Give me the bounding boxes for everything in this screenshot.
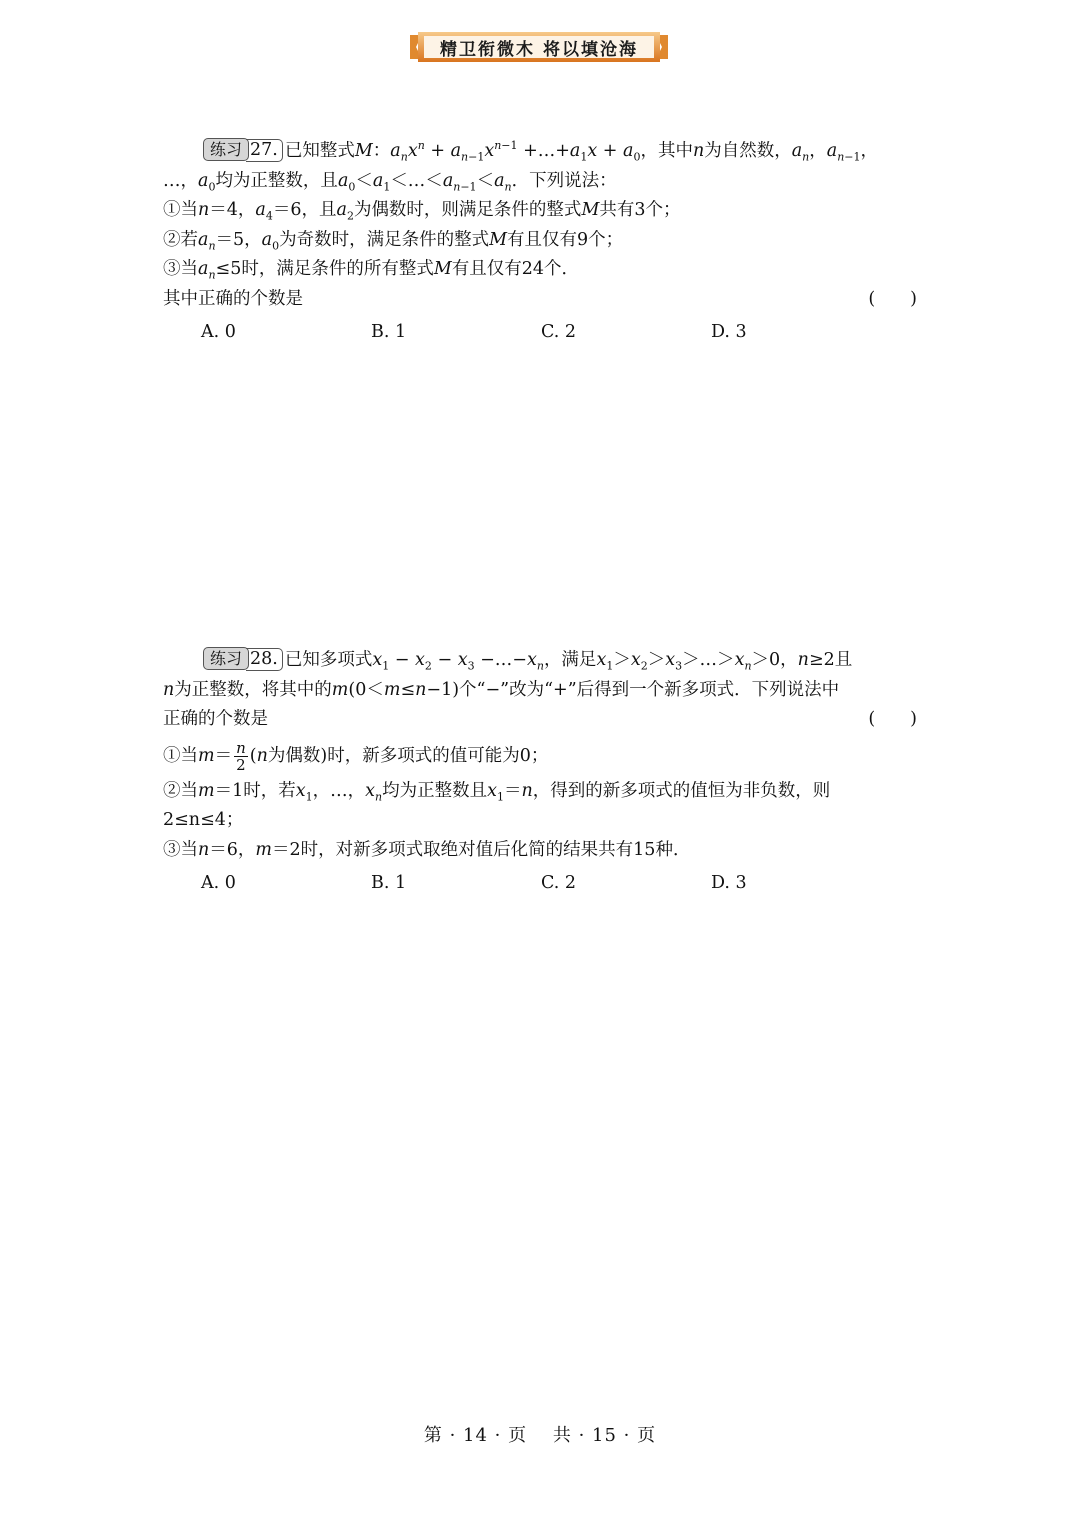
answer-parentheses: ( ) [868,709,917,729]
statement-2-continued: 2≤n≤4； [163,810,244,830]
exercise-tag: 练习 [203,138,249,161]
statement-1: ①当m＝ $\frac{n}{2}$ (n为偶数)时，新多项式的值可能为0； [163,738,549,774]
statement-3: ③当n＝6，m＝2时，对新多项式取绝对值后化简的结果共有15种． [163,839,691,860]
problem-27-line-1: 练习 27. 已知整式M：$a_nx^n + a_{n-1}x^{n-1}$ $+\dots+a_1x + a_0$，其中n为自然数，$a_n$，$a_{n-1}$， [163,137,923,167]
option-b[interactable]: B. 1 [371,873,407,893]
option-c[interactable]: C. 2 [541,873,577,893]
answer-options [163,318,923,348]
option-d[interactable]: D. 3 [711,322,747,342]
problem-28 [163,646,923,899]
option-c[interactable]: C. 2 [541,322,577,342]
question-line: 其中正确的个数是 ( ) [163,285,923,315]
problem-27 [163,137,923,348]
problem-28-line-2: n为正整数，将其中的m(0＜m≤n−1)个“−”改为“+”后得到一个新多项式．下列说法中 [163,679,840,700]
page-footer: 第 · 14 · 页 共 · 15 · 页 [423,1425,657,1446]
problem-27-line-2: …，$a_0$均为正整数，且$a_0<a_1<\dots<a_{n-1}<a_n$．下列说法： [163,170,617,193]
option-d[interactable]: D. 3 [711,873,747,893]
header-banner [410,31,668,63]
exercise-number: 28. [246,648,283,671]
statement-2: ②若$a_n=5$，$a_0$为奇数时，满足条件的整式M有且仅有9个； [163,229,624,252]
option-a[interactable]: A. 0 [201,322,236,342]
question-line: 正确的个数是 ( ) [163,705,923,735]
answer-parentheses: ( ) [868,288,917,309]
statement-1: ①当n＝4，$a_4=6$，且$a_2$为偶数时，则满足条件的整式M共有3个； [163,200,681,223]
problem-28-line-1: 练习 28. 已知多项式$x_1 - x_2 - x_3$ $-\dots-x_n$，满足$x_1>x_2>x_3>\dots>x_n>0$，n≥2且 [163,646,923,676]
statement-2: ②当m＝1时，若$x_1$，…，$x_n$均为正整数且$x_1=n$，得到的新多项式的值恒为非负数，则 [163,780,831,803]
exercise-number: 27. [246,139,283,162]
header-motto: 精卫衔微木 将以填沧海 [440,39,638,60]
option-a[interactable]: A. 0 [201,873,236,893]
option-b[interactable]: B. 1 [371,322,407,342]
exercise-tag: 练习 [203,647,249,670]
statement-3: ③当$a_n\le 5$时，满足条件的所有整式M有且仅有24个． [163,259,580,282]
fraction: $\frac{n}{2}$ [236,738,246,774]
answer-options [163,869,923,899]
